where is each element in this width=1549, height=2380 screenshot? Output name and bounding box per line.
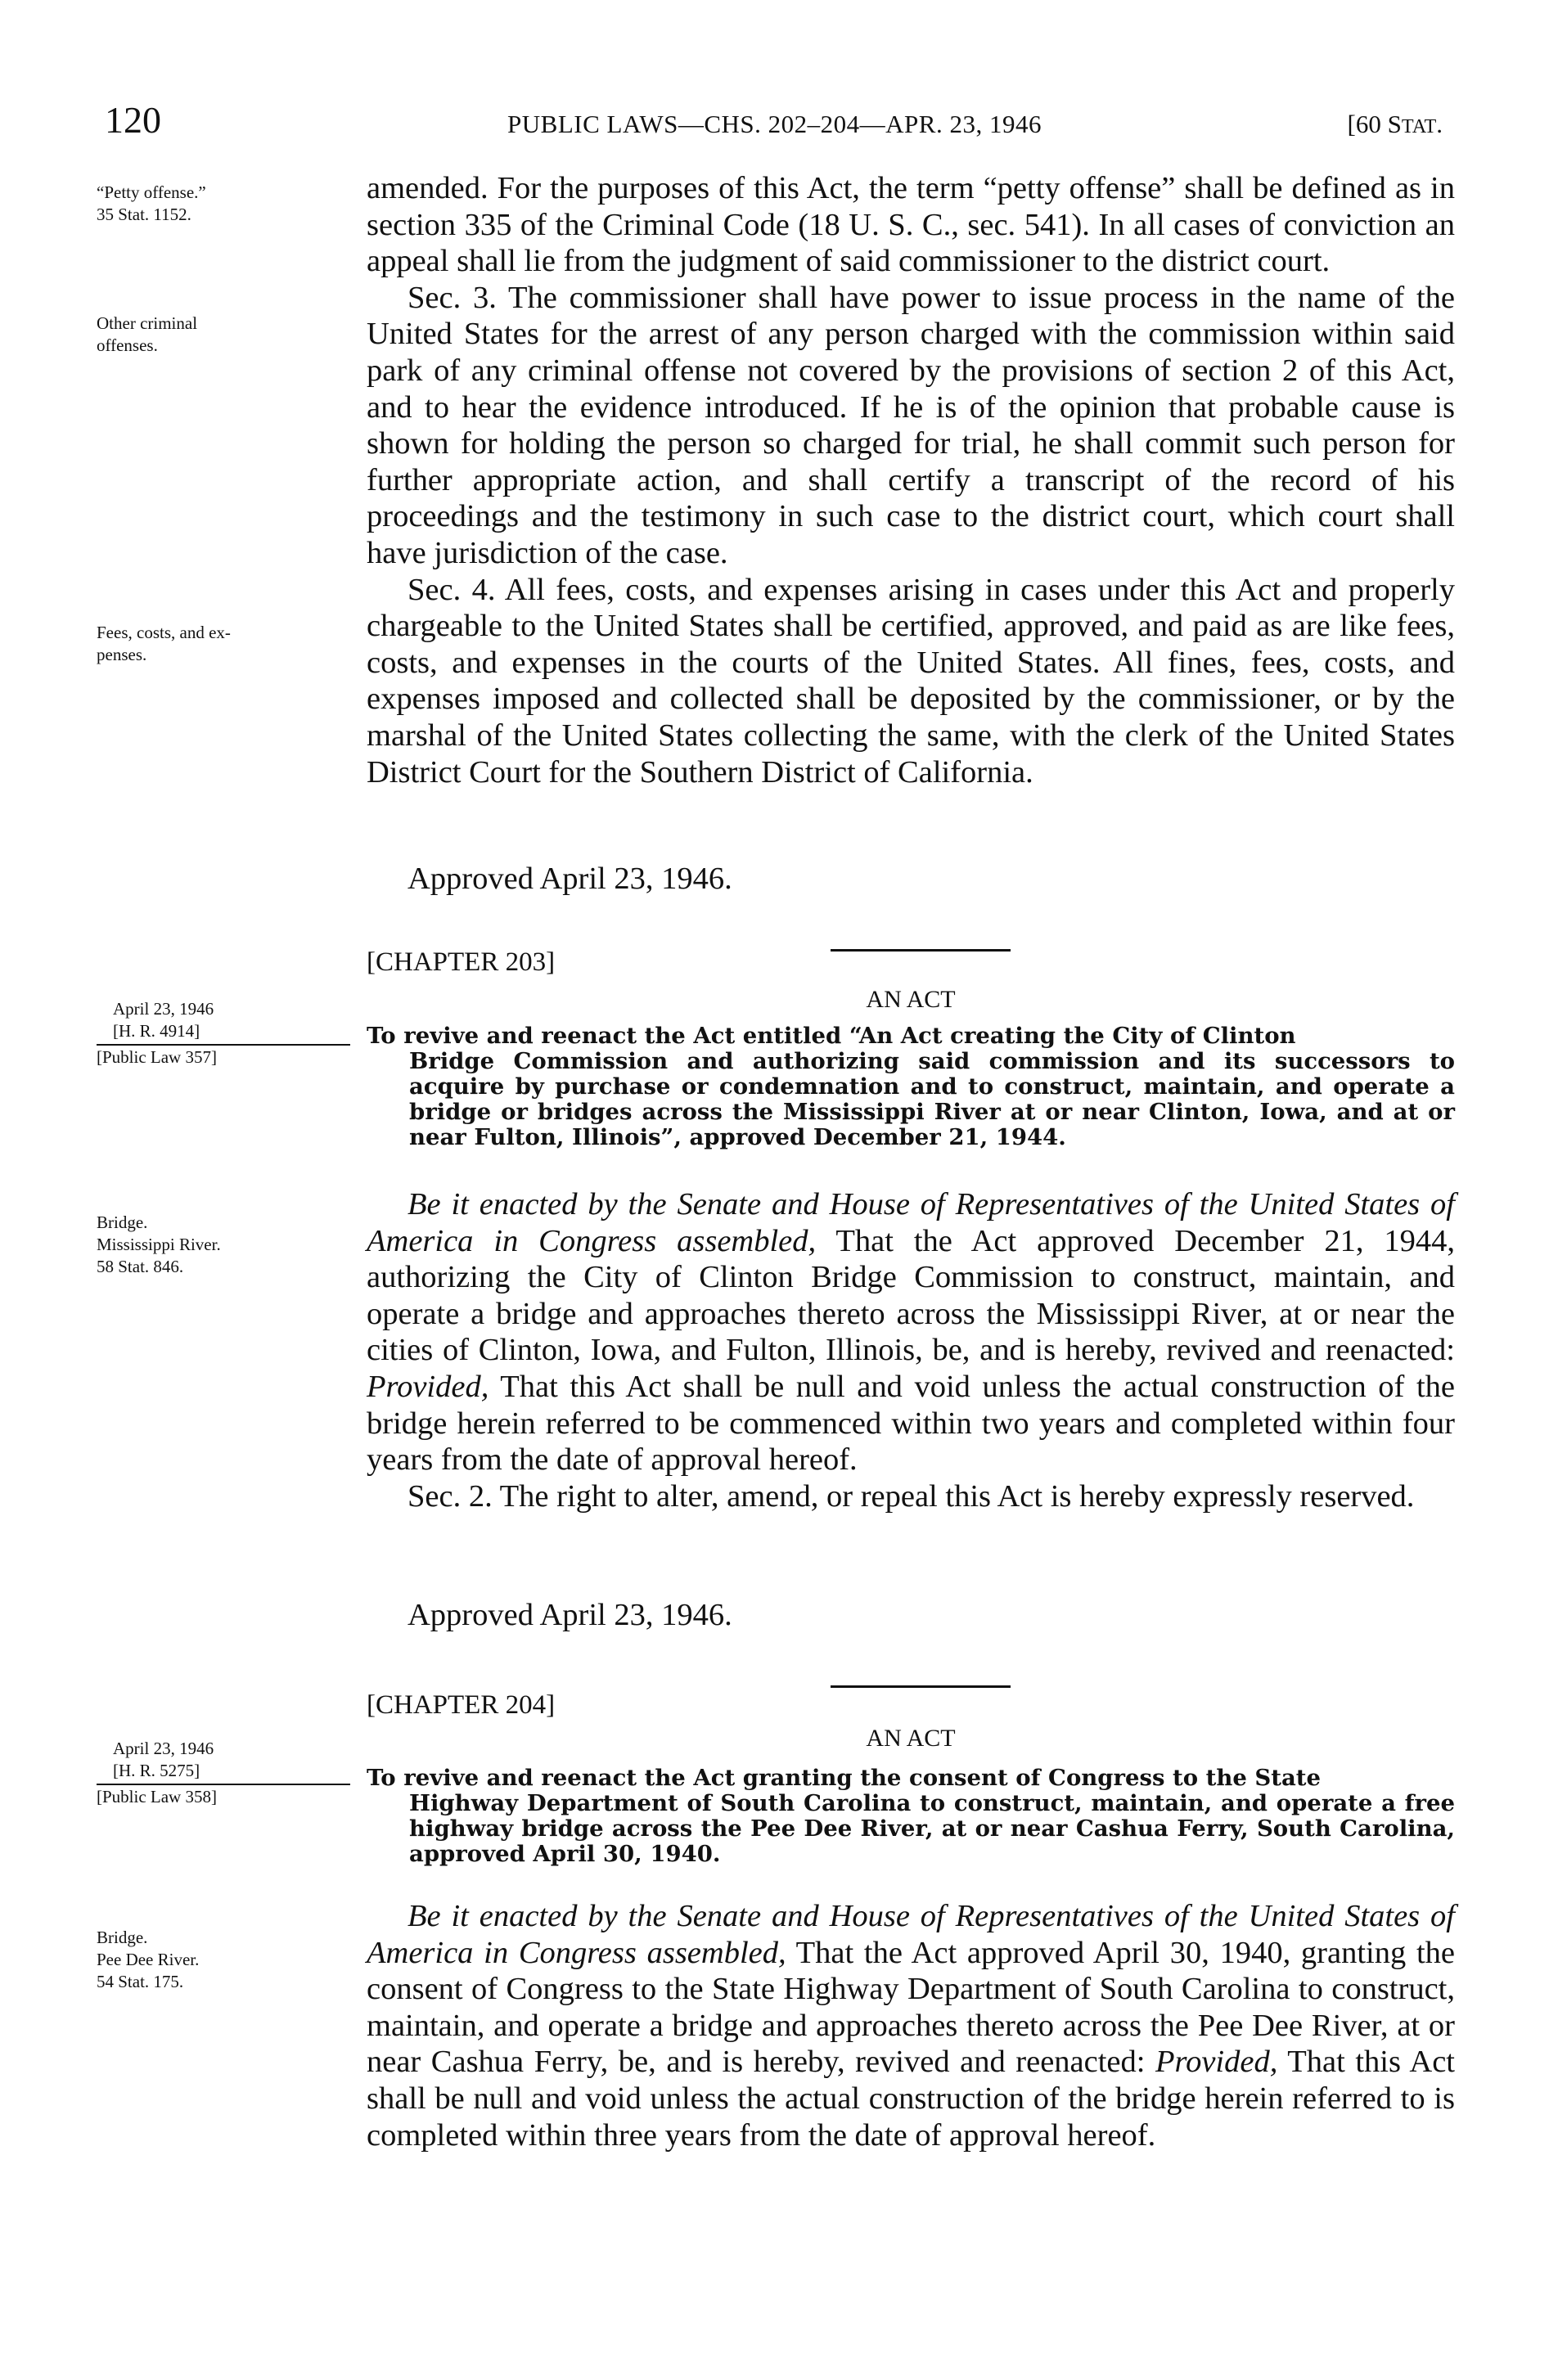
chapter-204-heading: [CHAPTER 204] xyxy=(367,1690,556,1720)
body-text: That this Act shall be null and void unless the actual construction of the bridge herein referred to be commenced within two years and completed within four years from the date of approval hereof. xyxy=(367,1369,1455,1478)
approval-line: Approved April 23, 1946. xyxy=(408,862,732,896)
enacting-paragraph xyxy=(367,1186,1455,1478)
act-title xyxy=(367,1024,1455,1150)
body-text: That the Act approved December 21, 1944, authorizing the City of Clinton Bridge Commission to construct, maintain, and operate a bridge and approaches thereto across the Mississippi River, at or near the cities of Clinton, Iowa, and Fulton, Illinois, be, and is hereby, revived and reenacted: xyxy=(367,1223,1455,1368)
margin-note-petty-offense xyxy=(97,182,354,226)
section-text: All fees, costs, and expenses arising in cases under this Act and properly chargeable to the United States shall be certified, approved, and paid as are like fees, costs, and expenses in the courts of the United States. All fines, fees, costs, and expenses imposed and collected shall be deposited by the commissioner, or by the marshal of the United States collecting the same, with the clerk of the United States District Court for the Southern District of California. xyxy=(367,572,1455,790)
volume-sc: TAT xyxy=(1401,115,1437,137)
section-3 xyxy=(367,280,1455,572)
section-4 xyxy=(367,572,1455,791)
section-label: Sec. 4. xyxy=(408,572,496,607)
margin-note-text: Pee Dee River. xyxy=(97,1950,200,1969)
margin-note-bridge xyxy=(97,1212,354,1278)
continued-act-text xyxy=(367,170,1455,790)
section-label: Sec. 2. xyxy=(408,1478,493,1514)
an-act-heading: AN ACT xyxy=(866,1725,956,1752)
margin-note-citation: 58 Stat. 846. xyxy=(97,1257,184,1276)
proviso-label: Provided, xyxy=(1155,2045,1278,2080)
section-text: The commissioner shall have power to issue process in the name of the United States for the arrest of any person charged with the commission within said park of any criminal offense not covered by the provisions of section 2 of this Act, and to hear the evidence introduced. If he is of the opinion that probable cause is shown for holding the person so charged for trial, he shall commit such person for further appropriate action, and shall certify a transcript of the record of his proceedings and the testimony in such case to the district court, which court shall have jurisdiction of the case. xyxy=(367,280,1455,570)
margin-note-text: penses. xyxy=(97,645,147,664)
act-title-first-line: To revive and reenact the Act entitled “An Act creating the City of Clinton xyxy=(367,1023,1296,1049)
enacting-clause: Be it enacted by the Senate and House of Representatives of the United States of America in Congress assembled, xyxy=(367,1187,1455,1258)
margin-note-text: “Petty offense.” xyxy=(97,182,206,202)
running-header xyxy=(0,98,1549,155)
margin-note-bill: [H. R. 4914] xyxy=(113,1021,200,1041)
chapter-204-body xyxy=(367,1898,1455,2153)
section-2 xyxy=(367,1478,1455,1515)
act-title xyxy=(367,1766,1455,1867)
margin-note-citation: 54 Stat. 175. xyxy=(97,1972,184,1991)
body-text: That this Act shall be null and void unless the actual construction of the bridge herein referred to is completed within three years from the date of approval hereof. xyxy=(367,2045,1455,2153)
approval-line: Approved April 23, 1946. xyxy=(408,1598,732,1632)
proviso-label: Provided, xyxy=(367,1369,489,1404)
margin-rule xyxy=(97,1784,350,1785)
an-act-heading: AN ACT xyxy=(866,986,956,1013)
chapter-divider xyxy=(831,949,1011,952)
section-label: Sec. 3. xyxy=(408,280,497,315)
page-number: 120 xyxy=(105,99,161,141)
margin-note-text: Bridge. xyxy=(97,1212,148,1232)
margin-note-date: April 23, 1946 xyxy=(113,1739,214,1758)
volume-open: [60 S xyxy=(1347,110,1402,138)
margin-note-text: Mississippi River. xyxy=(97,1235,221,1254)
act-title-first-line: To revive and reenact the Act granting the consent of Congress to the State xyxy=(367,1765,1321,1791)
margin-note-public-law: [Public Law 357] xyxy=(97,1047,217,1067)
chapter-203-heading: [CHAPTER 203] xyxy=(367,947,556,977)
margin-note-public-law: [Public Law 358] xyxy=(97,1787,217,1806)
margin-note-bill: [H. R. 5275] xyxy=(113,1761,200,1780)
margin-rule xyxy=(97,1044,350,1046)
act-title-continuation: Highway Department of South Carolina to construct, maintain, and operate a free highway bridge across the Pee Dee River, at or near Cashua Ferry, South Carolina, approved April 30, 1940. xyxy=(409,1790,1455,1867)
volume-reference xyxy=(1348,110,1443,139)
margin-note-bill-info xyxy=(97,1738,350,1808)
act-title-continuation: Bridge Commission and authorizing said commission and its successors to acquire by purchase or condemnation and to construct, maintain, and operate a bridge or bridges across the Mississippi River at or near Clinton, Iowa, and at or near Fulton, Illinois”, approved December 21, 1944. xyxy=(409,1048,1455,1150)
margin-note-text: Fees, costs, and ex- xyxy=(97,623,231,642)
margin-note-fees xyxy=(97,622,354,666)
margin-note-citation: 35 Stat. 1152. xyxy=(97,205,191,224)
enacting-clause: Be it enacted by the Senate and House of Representatives of the United States of America in Congress assembled, xyxy=(367,1899,1455,1970)
section-text: The right to alter, amend, or repeal this Act is hereby expressly reserved. xyxy=(499,1478,1415,1514)
margin-note-date: April 23, 1946 xyxy=(113,999,214,1019)
margin-note-text: Bridge. xyxy=(97,1928,148,1947)
margin-note-other-criminal xyxy=(97,313,354,357)
margin-note-bill-info xyxy=(97,998,350,1069)
body-text: That the Act approved April 30, 1940, granting the consent of Congress to the State Highway Department of South Carolina to construct, maintain, and operate a bridge and approaches thereto across the Pee Dee River, at or near Cashua Ferry, be, and is hereby, revived and reenacted: xyxy=(367,1935,1455,2080)
running-head-title: PUBLIC LAWS—CHS. 202–204—APR. 23, 1946 xyxy=(507,110,1042,138)
chapter-203-body xyxy=(367,1186,1455,1514)
margin-note-text: Other criminal xyxy=(97,313,198,333)
enacting-paragraph xyxy=(367,1898,1455,2153)
margin-note-text: offenses. xyxy=(97,335,158,355)
paragraph-petty-offense: amended. For the purposes of this Act, the term “petty offense” shall be defined as in section 335 of the Criminal Code (18 U. S. C., sec. 541). In all cases of conviction an appeal shall lie from the judgment of said commissioner to the district court. xyxy=(367,171,1455,279)
chapter-divider xyxy=(831,1685,1011,1688)
volume-close: . xyxy=(1436,110,1443,138)
margin-note-bridge xyxy=(97,1927,354,1993)
